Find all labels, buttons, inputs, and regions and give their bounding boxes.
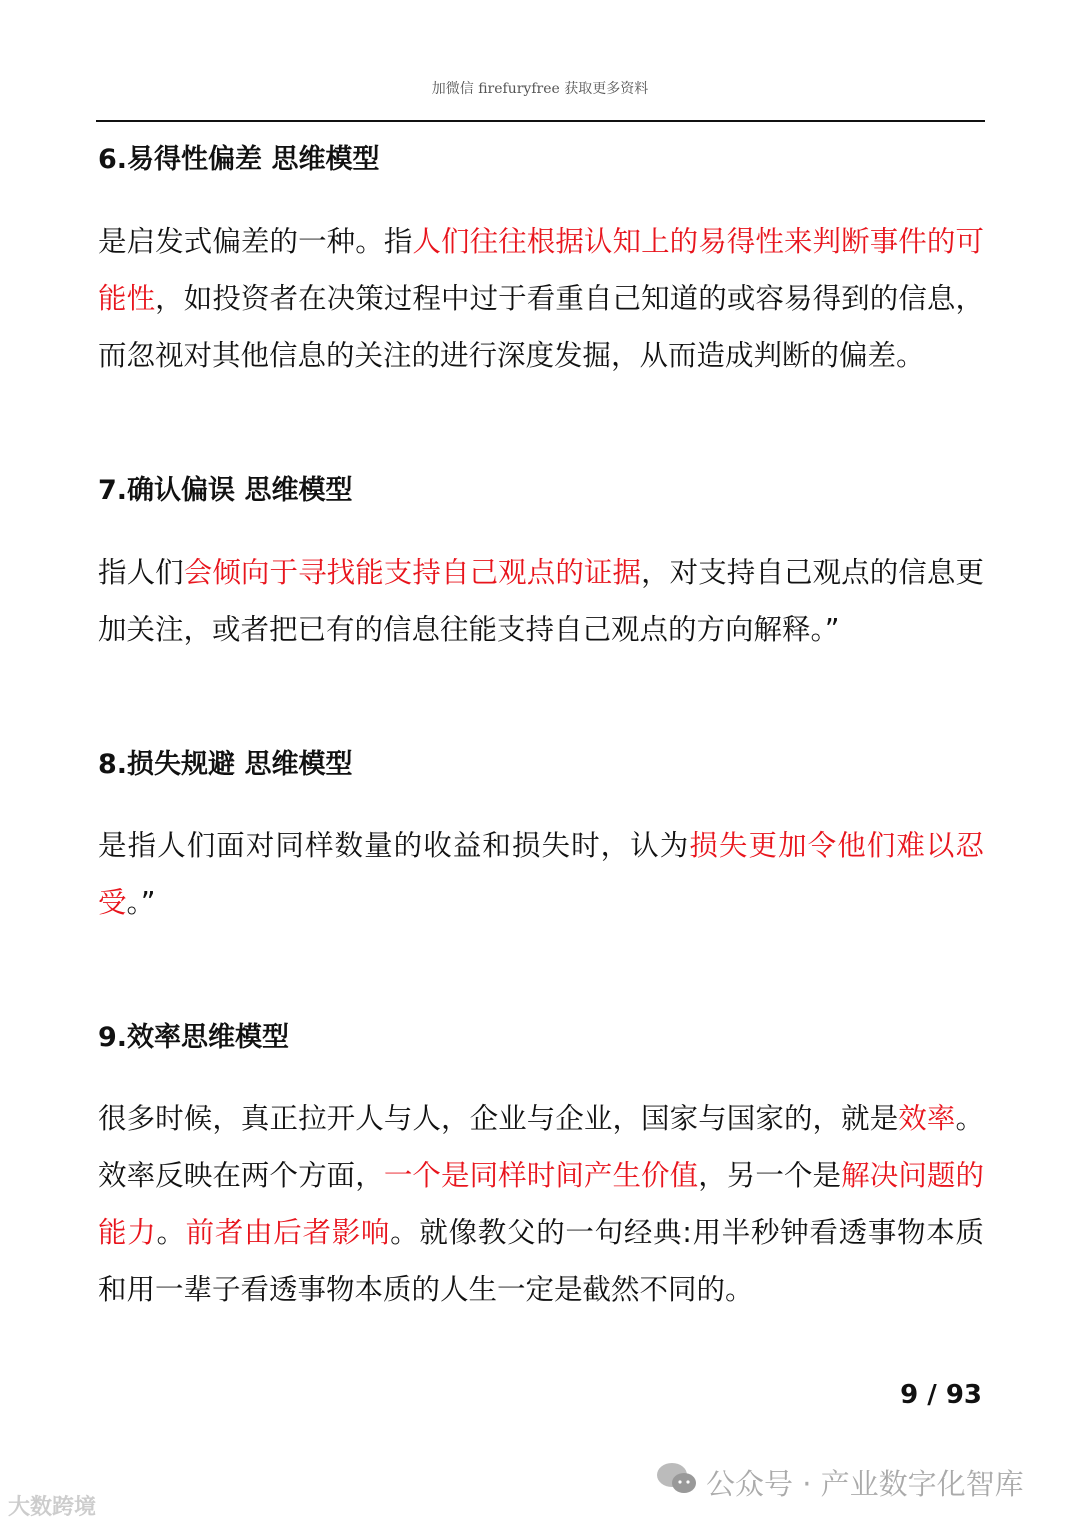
section-title: 7.确认偏误 思维模型 — [98, 475, 353, 506]
header-rule — [96, 120, 985, 122]
wechat-watermark — [656, 1462, 1024, 1503]
body-text: 指人们 — [98, 556, 184, 589]
section-title: 9.效率思维模型 — [98, 1022, 290, 1053]
section-body — [98, 544, 984, 658]
section-body — [98, 213, 984, 384]
body-text: 。效率反映在两个方面， — [98, 1102, 984, 1192]
highlighted-text: 解决问题的能力 — [98, 1159, 984, 1249]
section-body — [98, 817, 984, 931]
body-text: 是启发式偏差的一种。指 — [98, 225, 413, 258]
highlighted-text: 一个是同样时间产生价值 — [383, 1159, 699, 1192]
section-body — [98, 1090, 984, 1318]
body-text: 是指人们面对同样数量的收益和损失时，认为 — [98, 829, 690, 862]
page-number: 9 / 93 — [900, 1380, 982, 1410]
highlighted-text: 会倾向于寻找能支持自己观点的证据 — [183, 556, 642, 589]
section-title: 8.损失规避 思维模型 — [98, 749, 353, 780]
body-text: 。就像教父的一句经典:用半秒钟看透事物本质和用一辈子看透事物本质的人生一定是截然不同的。 — [98, 1216, 984, 1306]
highlighted-text: 前者由后者影响 — [185, 1216, 391, 1249]
body-text: 。” — [126, 886, 156, 919]
page-header: 加微信 firefuryfree 获取更多资料 — [431, 81, 649, 97]
body-text: ，如投资者在决策过程中过于看重自己知道的或容易得到的信息，而忽视对其他信息的关注的进行深度发掘，从而造成判断的偏差。 — [98, 282, 984, 372]
highlighted-text: 人们往往根据认知上的易得性来判断事件的可能性 — [98, 225, 984, 315]
body-text: ，另一个是 — [698, 1159, 842, 1192]
body-text: 很多时候，真正拉开人与人，企业与企业，国家与国家的，就是 — [98, 1102, 899, 1135]
highlighted-text: 效率 — [898, 1102, 956, 1135]
highlighted-text: 损失更加令他们难以忍受 — [98, 829, 984, 919]
body-text: ，对支持自己观点的信息更加关注，或者把已有的信息往能支持自己观点的方向解释。” — [98, 556, 984, 646]
wechat-watermark-text: 公众号 · 产业数字化智库 — [706, 1467, 1024, 1501]
wechat-icon — [656, 1462, 698, 1503]
logo-watermark: 大数跨境 — [8, 1495, 97, 1520]
section-title: 6.易得性偏差 思维模型 — [98, 144, 380, 175]
body-text: 。 — [156, 1216, 186, 1249]
